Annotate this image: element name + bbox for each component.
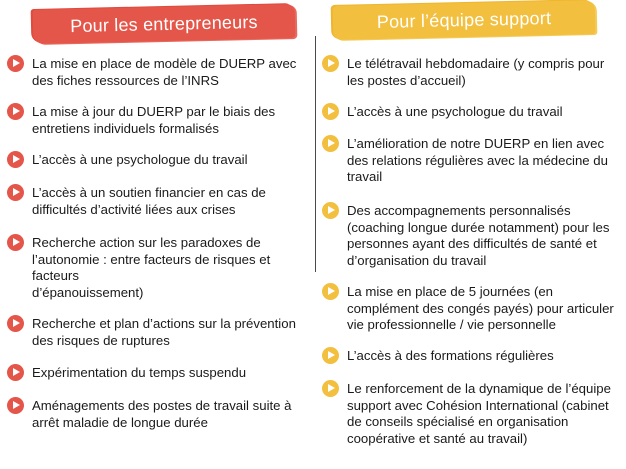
- list-item-text: L’accès à des formations régulières: [347, 348, 554, 363]
- list-item-text: La mise en place de modèle de DUERP avec des fiches ressources de l’INRS: [32, 56, 297, 88]
- list-item-text: Le renforcement de la dynamique de l’équipe support avec Cohésion International (cabinet de conseils spécialisé en organisation coopérative et santé au travail): [347, 381, 611, 446]
- list-item: [322, 136, 626, 186]
- list-item: [322, 203, 626, 269]
- play-icon: [322, 55, 339, 72]
- play-icon: [322, 202, 339, 219]
- list-item: [322, 284, 626, 334]
- play-icon: [322, 380, 339, 397]
- list-item-text: Recherche et plan d’actions sur la prévention des risques de ruptures: [32, 316, 296, 348]
- support-team-header-title: Pour l’équipe support: [376, 7, 552, 32]
- entrepreneurs-header-title: Pour les entrepreneurs: [70, 11, 258, 36]
- list-item-text: La mise à jour du DUERP par le biais des entretiens individuels formalisés: [32, 104, 276, 136]
- list-item-text: Le télétravail hebdomadaire (y compris pour les postes d’accueil): [347, 56, 605, 88]
- list-item-text: Expérimentation du temps suspendu: [32, 365, 247, 380]
- list-item-text: L’amélioration de notre DUERP en lien avec des relations régulières avec la médecine du travail: [347, 136, 608, 184]
- list-item-text: L’accès à une psychologue du travail: [347, 104, 563, 119]
- play-icon: [322, 135, 339, 152]
- list-item-text: La mise en place de 5 journées (en complément des congés payés) pour articuler vie professionnelle / vie personnelle: [347, 284, 614, 332]
- list-item-text: L’accès à un soutien financier en cas de difficultés d’activité liées aux crises: [32, 185, 266, 217]
- list-item: [322, 348, 626, 365]
- play-icon: [322, 347, 339, 364]
- list-item-text: Aménagements des postes de travail suite à arrêt maladie de longue durée: [32, 398, 292, 430]
- list-item-text: L’accès à une psychologue du travail: [32, 152, 248, 167]
- list-item: [322, 104, 626, 121]
- list-item: [322, 56, 626, 89]
- list-item: [322, 381, 626, 447]
- list-item-text: Des accompagnements personnalisés (coaching longue durée notamment) pour les personnes ayant des difficultés de santé et d’organisation du travail: [347, 203, 610, 268]
- play-icon: [322, 283, 339, 300]
- list-item-text: Recherche action sur les paradoxes de l’autonomie : entre facteurs de risques et facteurs d’épanouissement): [32, 235, 271, 300]
- play-icon: [322, 103, 339, 120]
